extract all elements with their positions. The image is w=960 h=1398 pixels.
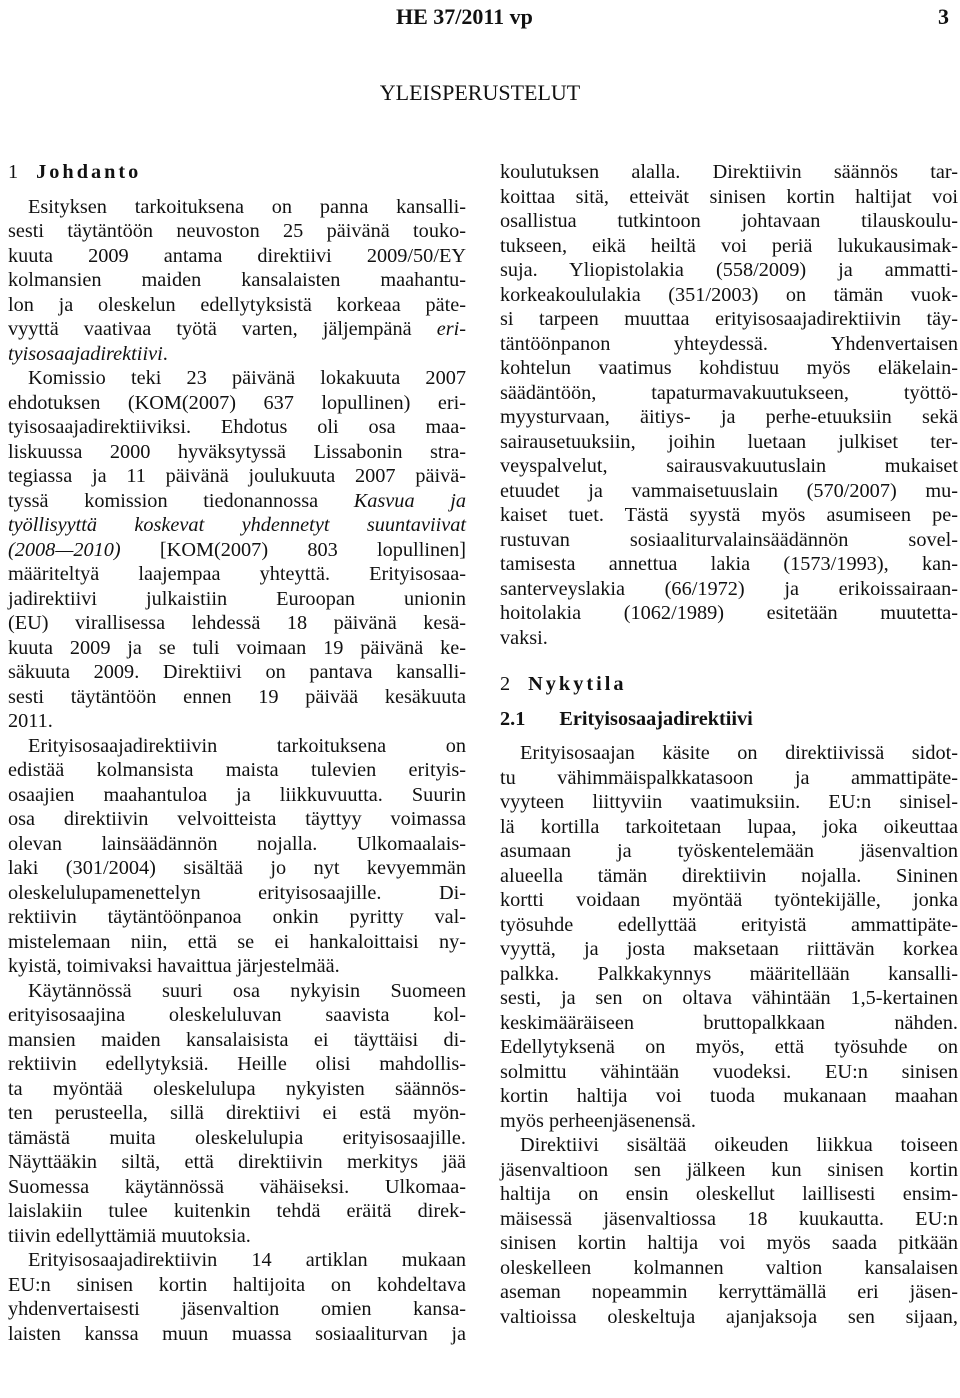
text-line: vyyteen liittyviin vaatimuksiin. EU:n sinisel-: [500, 791, 958, 813]
text-line: kyistä, toimivaksi havaittua järjestelmää.: [8, 955, 340, 977]
text-line: tamisesta annettua lakia (1573/1993), kan-: [500, 553, 958, 575]
paragraph: [8, 734, 466, 979]
text-line: määriteltyä laajempaa yhteyttä. Erityisosaa-: [8, 563, 466, 585]
text-line: tyssä komission tiedonannossa Kasvua ja: [8, 489, 466, 512]
text-line: sinisen kortin haltija voi myös saada pitkään: [500, 1232, 958, 1254]
text-line: oleskelleen kolmannen valtion kansalaisen: [500, 1256, 958, 1279]
text-line: kuuta 2009 ja se tuli voimaan 19 päivänä ke-: [8, 636, 466, 659]
text-line: solmittu vähintään vuodeksi. EU:n sinisen: [500, 1060, 958, 1083]
right-body-a: [500, 160, 958, 650]
document-id: HE 37/2011 vp: [396, 4, 533, 29]
text-line: (EU) virallisessa lehdessä 18 päivänä kesä-: [8, 612, 466, 634]
text-line: säkuuta 2009. Direktiivi on pantava kansalli-: [8, 661, 466, 683]
text-line: Edellytyksenä on myös, että työsuhde on: [500, 1036, 958, 1058]
text-line: mistelemaan niin, että se ei hankaloittaisi ny-: [8, 930, 466, 953]
text-line: Komissio teki 23 päivänä lokakuuta 2007: [28, 367, 466, 389]
subsection-heading-erityisosaajadirektiivi: [500, 707, 958, 732]
text-line: työsuhde edellyttää erityistä ammattipäte-: [500, 913, 958, 936]
text-line: (2008—2010) [KOM(2007) 803 lopullinen]: [8, 538, 466, 561]
text-line: mansien maiden kansalaisista ei täyttäisi di-: [8, 1028, 466, 1051]
text-line: jadirektiivi julkaistiin Euroopan unionin: [8, 587, 466, 610]
paragraph: [8, 195, 466, 367]
text-line: korkeakoululakia (351/2003) on tämän vuok-: [500, 283, 958, 306]
left-column: [8, 160, 466, 1346]
section-heading-johdanto: [8, 160, 466, 185]
section-heading-nykytila: [500, 672, 958, 697]
text-line: sesti täytäntöön neuvoston 25 päivänä touko-: [8, 220, 466, 242]
text-line: santerveyslakia (66/1972) ja erikoissairaan-: [500, 577, 958, 600]
right-column: [500, 160, 958, 1329]
text-line: osaajien maahantuloa ja liikkuvuutta. Suurin: [8, 783, 466, 806]
page-title: YLEISPERUSTELUT: [379, 80, 581, 105]
text-line: laisten kanssa muun muassa sosiaaliturvan ja: [8, 1322, 466, 1345]
text-line: aseman nopeammin kerryttämällä eri jäsen-: [500, 1281, 958, 1303]
text-line: tyisosaajadirektiiviksi. Ehdotus oli osa maa-: [8, 416, 466, 438]
text-line: laislakiin tulee kuitenkin tehdä eräitä direk-: [8, 1200, 466, 1222]
paragraph: [500, 741, 958, 1133]
text-line: sesti täytäntöön ennen 19 päivää kesäkuuta: [8, 685, 466, 708]
text-line: erityisosaajina oleskeluluvan saavista kol-: [8, 1004, 466, 1026]
text-line: koulutuksen alalla. Direktiivin säännös tar-: [500, 161, 958, 183]
text-line: liskuussa 2000 hyväksytyssä Lissabonin stra-: [8, 440, 466, 463]
paragraph: [8, 1248, 466, 1346]
text-line: tu vähimmäispalkkatasoon ja ammattipäte-: [500, 766, 958, 789]
text-line: työllisyyttä koskevat yhdennetyt suuntaviivat: [8, 514, 466, 536]
text-line: mäisessä jäsenvaltiossa 18 kuukautta. EU:n: [500, 1207, 958, 1230]
text-line: Erityisosaajadirektiivin 14 artiklan mukaan: [28, 1249, 466, 1271]
text-line: sesti, ja sen on oltava vähintään 1,5-kertainen: [500, 987, 958, 1009]
section-number: 2: [500, 673, 511, 695]
text-line: kaiset tuet. Tästä syystä myös asumiseen pe-: [500, 504, 958, 526]
subsection-number: 2.1: [500, 707, 526, 730]
text-line: Erityisosaajadirektiivin tarkoituksena on: [28, 734, 466, 757]
text-line: veyspalvelut, sairausvakuutuslain mukaiset: [500, 455, 958, 477]
subsection-title: Erityisosaajadirektiivi: [559, 707, 753, 730]
text-line: lä kortilla tarkoitetaan lupaa, joka oikeuttaa: [500, 815, 958, 838]
right-body-b: [500, 741, 958, 1329]
text-line: osa direktiivin velvoitteista täyttyy voimassa: [8, 808, 466, 830]
section-title: Johdanto: [36, 161, 142, 183]
text-line: kortti voidaan myöntää työntekijälle, jonka: [500, 889, 958, 911]
section-number: 1: [8, 161, 19, 183]
text-line: hoitolakia (1062/1989) esitetään muutetta-: [500, 602, 958, 624]
text-line: valtioissa oleskeltuja ajanjaksoja sen sijaan,: [500, 1305, 958, 1328]
text-line: myös perheenjäsenensä.: [500, 1109, 696, 1132]
paragraph: [8, 366, 466, 734]
text-line: Erityisosaajan käsite on direktiivissä sidot-: [520, 742, 958, 764]
paragraph: [500, 160, 958, 650]
text-line: osallistua tutkintoon johtavaan tilauskoulu-: [500, 210, 958, 232]
text-line: vyyttä, ja josta maksetaan riittävän korkea: [500, 938, 958, 960]
text-line: ten perusteella, sillä direktiivi ei estä myön-: [8, 1102, 466, 1124]
text-line: lon ja oleskelun edellytyksistä korkeaa päte-: [8, 293, 466, 316]
text-line: kuuta 2009 antama direktiivi 2009/50/EY: [8, 244, 466, 267]
text-line: koittaa sitä, etteivät sinisen kortin haltijat voi: [500, 185, 958, 208]
text-line: laki (301/2004) sisältää jo nyt kevyemmän: [8, 857, 466, 879]
text-line: säädäntöön, tapaturmavakuutukseen, työttö-: [500, 381, 958, 404]
text-line: Suomessa käytännössä vähäiseksi. Ulkomaa-: [8, 1175, 466, 1198]
text-line: kohtelun vaatimus kohdistuu myös eläkelain-: [500, 357, 958, 379]
text-line: edistää kolmansista maista tulevien erityis-: [8, 759, 466, 781]
text-line: tukseen, eikä heiltä voi periä lukukausimak-: [500, 234, 958, 257]
text-line: jäsenvaltioon sen jälkeen kun sinisen kortin: [500, 1158, 958, 1181]
text-line: tiivin edellyttämiä muutoksia.: [8, 1224, 251, 1247]
text-line: Esityksen tarkoituksena on panna kansalli-: [28, 195, 466, 218]
text-line: Näyttääkin siltä, että direktiivin merkitys jää: [8, 1151, 466, 1173]
text-line: Direktiivi sisältää oikeuden liikkua toiseen: [520, 1134, 958, 1156]
text-line: EU:n sinisen kortin haltijoita on kohdeltava: [8, 1273, 466, 1296]
text-line: tegiassa ja 11 päivänä joulukuuta 2007 päivä-: [8, 465, 466, 487]
text-line: täntöönpanon yhteydessä. Yhdenvertaisen: [500, 332, 958, 355]
text-line: yhdenvertaisesti jäsenvaltion omien kansa-: [8, 1298, 466, 1320]
text-line: Käytännössä suuri osa nykyisin Suomeen: [28, 979, 466, 1002]
text-line: oleskelulupamenettelyn erityisosaajille. Di-: [8, 881, 466, 904]
text-line: rustuvan sosiaaliturvalainsäädännön sovel-: [500, 528, 958, 551]
page-number: 3: [938, 4, 949, 29]
text-line: sairausetuuksiin, joihin luetaan julkiset ter-: [500, 430, 958, 453]
text-line: myysturvaan, äitiys- ja perhe-etuuksiin sekä: [500, 406, 958, 428]
paragraph: [500, 1133, 958, 1329]
text-line: tämästä muita oleskelulupia erityisosaajille.: [8, 1126, 466, 1149]
text-line: kolmansien maiden kansalaisten maahantu-: [8, 269, 466, 291]
text-line: etuudet ja vammaisetuuslain (570/2007) mu-: [500, 479, 958, 502]
text-line: vyyttä vaativaa työtä varten, jäljempänä eri-: [8, 318, 466, 340]
text-line: vaksi.: [500, 626, 548, 649]
text-line: rektiivin edellytyksiä. Heille olisi mahdollis-: [8, 1053, 466, 1075]
text-line: suja. Yliopistolakia (558/2009) ja ammatti-: [500, 259, 958, 281]
text-line: palkka. Palkkakynnys määritellään kansalli-: [500, 962, 958, 985]
left-body: [8, 195, 466, 1347]
text-line: ta myöntää oleskelulupa nykyisten säännös-: [8, 1077, 466, 1100]
text-line: keskimääräiseen bruttopalkkaan nähden.: [500, 1011, 958, 1034]
text-line: olevan lainsäädännön nojalla. Ulkomaalais-: [8, 832, 466, 855]
text-line: haltija on ensin oleskellut laillisesti ensim-: [500, 1183, 958, 1205]
text-line: kortin haltija voi tuoda mukanaan maahan: [500, 1085, 958, 1107]
text-line: rektiivin täytäntöönpanoa onkin pyritty val-: [8, 906, 466, 928]
text-line: alueella tämän direktiivin nojalla. Sininen: [500, 864, 958, 887]
text-line: 2011.: [8, 710, 53, 732]
text-line: si tarpeen muuttaa erityisosaajadirektiivin täy-: [500, 308, 958, 330]
text-line: asumaan ja työskentelemään jäsenvaltion: [500, 840, 958, 862]
paragraph: [8, 979, 466, 1249]
text-line: tyisosaajadirektiivi.: [8, 342, 168, 365]
section-title: Nykytila: [528, 673, 627, 695]
text-line: ehdotuksen (KOM(2007) 637 lopullinen) eri-: [8, 391, 466, 414]
